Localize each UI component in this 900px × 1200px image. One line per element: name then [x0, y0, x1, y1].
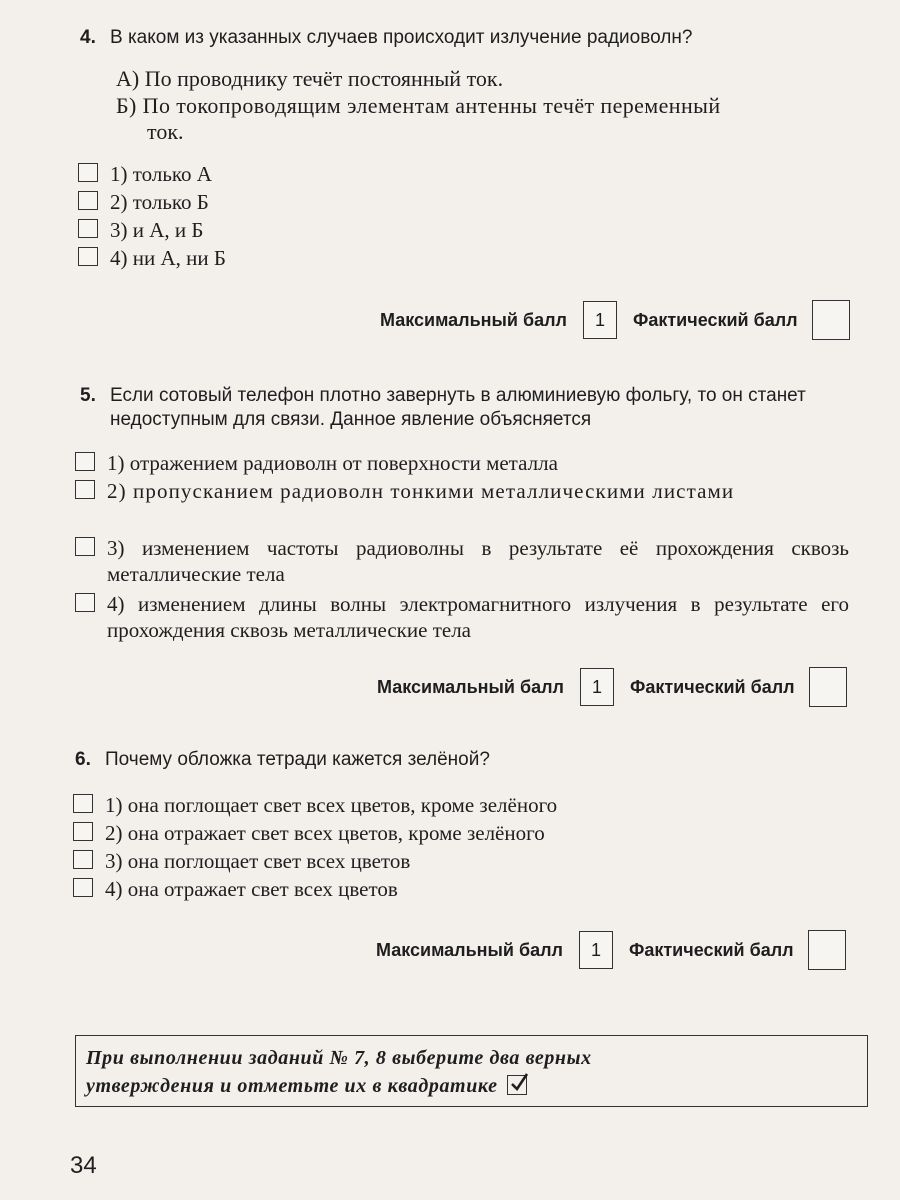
answer-checkbox[interactable]: [75, 537, 95, 556]
option-label: 1) она поглощает свет всех цветов, кроме зелёного: [105, 793, 558, 817]
answer-checkbox[interactable]: [75, 593, 95, 612]
option-label: 1) отражением радиоволн от поверхности металла: [107, 451, 558, 475]
answer-checkbox[interactable]: [75, 452, 95, 471]
q6-option-3[interactable]: [73, 848, 410, 874]
option-label: 3) изменением частоты радиоволны в результате её прохождения сквозь металлические тела: [107, 536, 849, 586]
q5-option-1[interactable]: [75, 450, 875, 476]
answer-checkbox[interactable]: [73, 850, 93, 869]
actual-score-box[interactable]: [808, 930, 846, 970]
max-score-box: 1: [583, 301, 617, 339]
option-label: 4) изменением длины волны электромагнитного излучения в результате его прохождения сквозь металлические тела: [107, 592, 849, 642]
instruction-line-1: При выполнении заданий № 7, 8 выберите два верных: [86, 1047, 592, 1069]
actual-score-label: Фактический балл: [628, 939, 794, 960]
question-number: 5.: [80, 385, 96, 406]
answer-checkbox[interactable]: [78, 219, 98, 238]
answer-checkbox[interactable]: [78, 191, 98, 210]
actual-score-label: Фактический балл: [629, 676, 795, 697]
q5-option-3[interactable]: [75, 535, 871, 587]
q5-option-2[interactable]: [75, 478, 871, 504]
q6-option-2[interactable]: [73, 820, 545, 846]
question-number: 6.: [75, 749, 91, 770]
answer-checkbox[interactable]: [73, 794, 93, 813]
q6-option-4[interactable]: [73, 876, 398, 902]
question-5-title: [80, 384, 880, 432]
question-number: 4.: [80, 27, 96, 48]
page-number: 34: [70, 1152, 97, 1179]
actual-score-box[interactable]: [809, 667, 847, 707]
option-label: 2) пропусканием радиоволн тонкими металлическими листами: [107, 479, 735, 503]
statement-b-continuation: ток.: [147, 119, 184, 144]
max-score-box: 1: [579, 931, 613, 969]
actual-score-label: Фактический балл: [632, 309, 798, 330]
answer-checkbox[interactable]: [73, 822, 93, 841]
instruction-line-2-wrap: [86, 1072, 857, 1100]
option-label: 4) ни А, ни Б: [110, 246, 226, 270]
q5-option-4[interactable]: [75, 591, 871, 643]
answer-checkbox[interactable]: [78, 247, 98, 266]
max-score-label: Максимальный балл: [380, 309, 567, 330]
question-6-title: [75, 748, 855, 772]
instruction-line-2: утверждения и отметьте их в квадратике: [86, 1075, 498, 1097]
option-label: 2) только Б: [110, 190, 209, 214]
q6-option-1[interactable]: [73, 792, 557, 818]
statement-b: Б) По токопроводящим элементам антенны течёт переменный: [116, 93, 721, 118]
q4-option-1[interactable]: [78, 161, 212, 187]
answer-checkbox[interactable]: [75, 480, 95, 499]
question-4-title: [80, 26, 860, 50]
q4-score-row: [380, 300, 850, 340]
answer-checkbox[interactable]: [73, 878, 93, 897]
instruction-box: [75, 1035, 868, 1107]
option-label: 1) только А: [110, 162, 212, 186]
option-label: 2) она отражает свет всех цветов, кроме зелёного: [105, 821, 545, 845]
statement-a: А) По проводнику течёт постоянный ток.: [116, 66, 504, 91]
q4-option-4[interactable]: [78, 245, 226, 271]
max-score-label: Максимальный балл: [377, 676, 564, 697]
option-label: 3) она поглощает свет всех цветов: [105, 849, 411, 873]
max-score-box: 1: [580, 668, 614, 706]
checkmark-box-icon: [507, 1075, 527, 1095]
actual-score-box[interactable]: [812, 300, 850, 340]
option-label: 4) она отражает свет всех цветов: [105, 877, 398, 901]
question-text-line-1: Если сотовый телефон плотно завернуть в алюминиевую фольгу, то он станет: [110, 385, 806, 406]
answer-checkbox[interactable]: [78, 163, 98, 182]
question-text: В каком из указанных случаев происходит излучение радиоволн?: [110, 27, 693, 48]
question-text: Почему обложка тетради кажется зелёной?: [105, 749, 490, 770]
q4-option-3[interactable]: [78, 217, 203, 243]
max-score-label: Максимальный балл: [376, 939, 563, 960]
q5-score-row: [377, 667, 847, 707]
q6-score-row: [376, 930, 846, 970]
question-text-line-2: недоступным для связи. Данное явление объясняется: [110, 409, 592, 430]
q4-option-2[interactable]: [78, 189, 209, 215]
option-label: 3) и А, и Б: [110, 218, 204, 242]
